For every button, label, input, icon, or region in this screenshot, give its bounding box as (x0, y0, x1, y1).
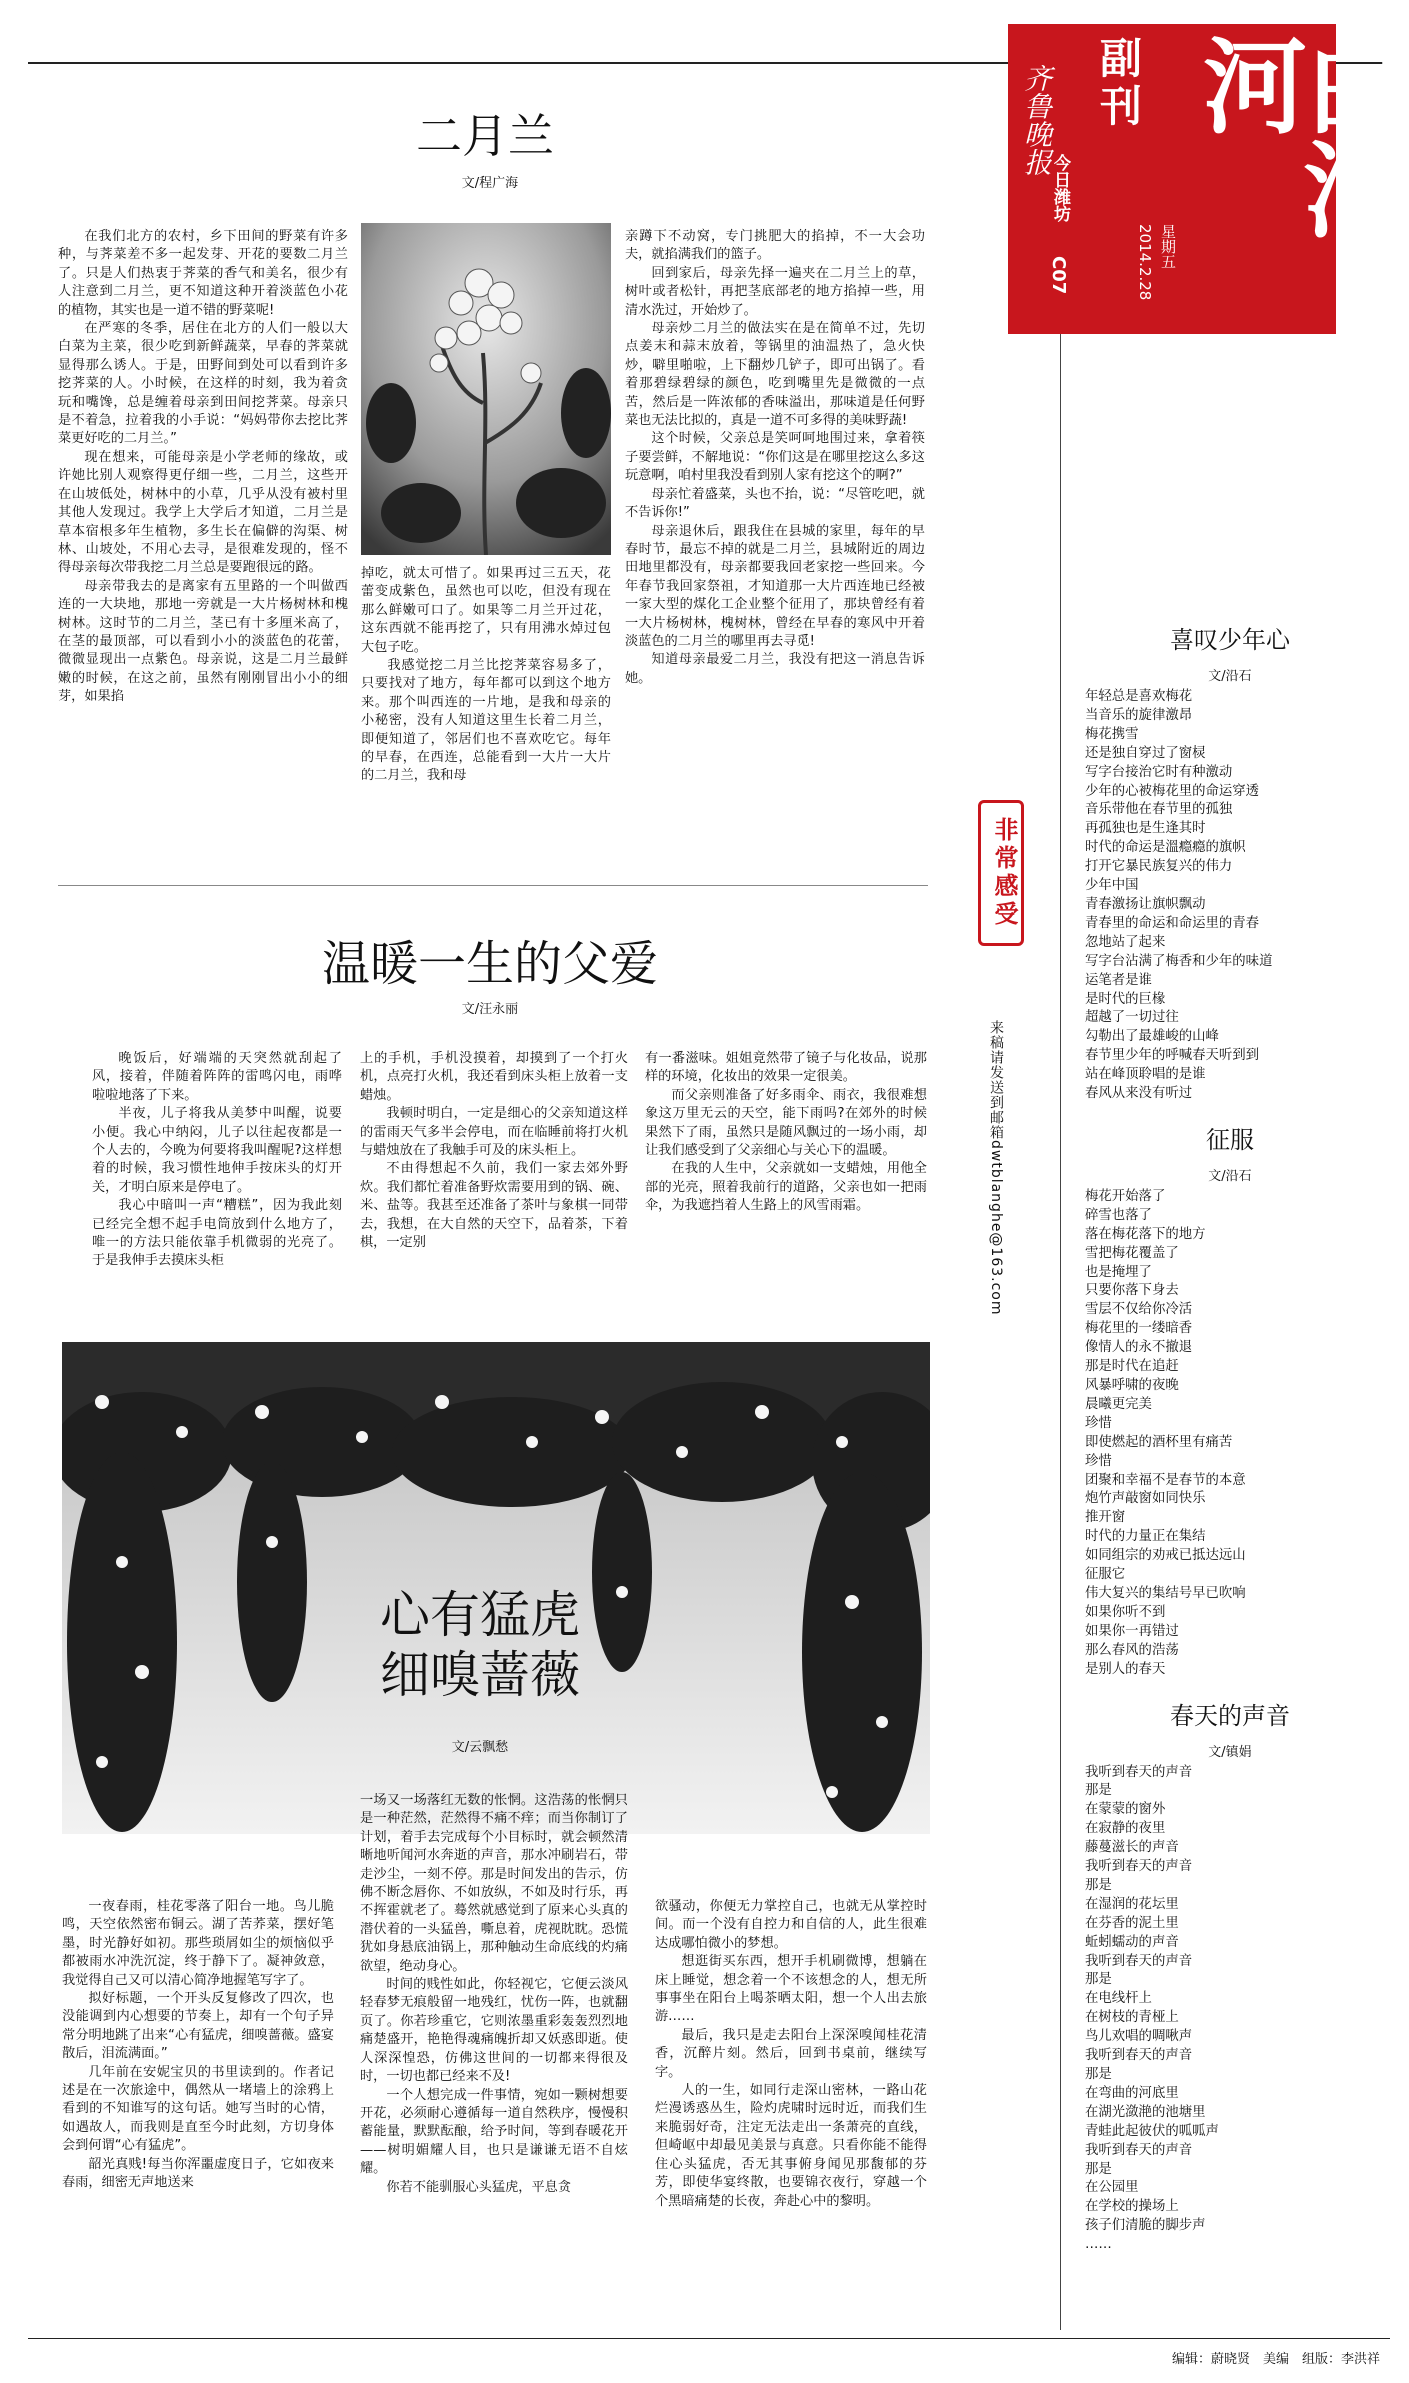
sidebar-poems (1085, 620, 1375, 2255)
paragraph: 一夜春雨，桂花零落了阳台一地。鸟儿脆鸣，天空依然密布铜云。湖了苦荞菜，摆好笔墨，时光静好如初。那些琐屑如尘的烦恼似乎都被雨水冲洗沉淀，终于静下了。凝神敛意，我觉得自己又可以清心简净地握笔写字了。 (62, 1899, 334, 1988)
paragraph: 我顿时明白，一定是细心的父亲知道这样的雷雨天气多半会停电，而在临睡前将打火机与蜡烛放在了我触手可及的床头柜上。 (360, 1106, 628, 1159)
paragraph: 母亲忙着盛菜，头也不抬，说：“尽管吃吧，就不告诉你!” (625, 486, 925, 521)
contribution-email-note: 来稿请发送到邮箱dwtblanghe@163.com (988, 1020, 1004, 1316)
poem-line: 超越了一切过往 (1085, 1010, 1179, 1026)
poem-line: 忽地站了起来 (1085, 934, 1166, 950)
editor-credits: 编辑：蔚晓贤 美编 组版：李洪祥 (1171, 2352, 1380, 2367)
poem-line: 在湖光潋滟的池塘里 (1085, 2104, 1206, 2120)
weekday: 星期五 (1159, 224, 1177, 269)
poem-line: 像情人的永不撤退 (1085, 1340, 1193, 1356)
poem-line: 我听到春天的声音 (1085, 2142, 1193, 2158)
paragraph: 在严寒的冬季，居住在北方的人们一般以大白菜为主菜，很少吃到新鲜蔬菜，早春的荠菜就显得那么诱人。于是，田野间到处可以看到许多挖荠菜的人。小时候，在这样的时刻，我为着贪玩和嘴馋，总是缠着母亲到田间挖荠菜。母亲只是不着急，拉着我的小手说：“妈妈带你去挖比荠菜更好吃的二月兰。” (58, 321, 348, 447)
paragraph: 一场又一场落红无数的怅惘。这浩荡的怅惘只是一种茫然，茫然得不痛不痒；而当你制订了计划，着手去完成每个小目标时，就会顿然清晰地听闻河水奔逝的声音，那水冲刷岩石，带走沙尘，一刻不停。那是时间发出的告示，仿佛不断念唇你、不如放纵，不如及时行乐，再不挥霍就老了。蓦然就感觉到了原来心头真的潜伏着的一头猛兽，嘶息着，虎视眈眈。恐慌犹如身悬底油锅上，那种触动生命底线的灼痛欲望，绝动身心。 (360, 1793, 628, 1974)
poem-line: 蚯蚓蠕动的声音 (1085, 1934, 1179, 1950)
poem-line: 春风从来没有听过 (1085, 1086, 1193, 1102)
poem1-body (1085, 688, 1375, 1104)
poem-line: 我听到春天的声音 (1085, 1764, 1193, 1780)
poem-line: 如同组宗的劝戒已抵达远山 (1085, 1548, 1246, 1564)
poem-line: 在公园里 (1085, 2180, 1139, 2196)
poem-line: 那是 (1085, 2067, 1112, 2082)
poem-line: 青春激扬让旗帜飘动 (1085, 896, 1206, 912)
poem-line: 雪层不仅给你冷活 (1085, 1302, 1193, 1318)
poem-line: 在蒙蒙的窗外 (1085, 1802, 1166, 1818)
paragraph: 母亲退休后，跟我住在县城的家里，每年的早春时节，最忘不掉的就是二月兰，县城附近的周边田地里都没有，母亲都要我回老家挖一些回来。今年春节我回家祭祖，才知道那一大片西连地已经被一家大型的煤化工企业整个征用了，那块曾经有着一大片杨树林，槐树林，曾经在早春的寒风中开着淡蓝色的二月兰的哪里再去寻觅! (625, 523, 925, 649)
masthead (1008, 24, 1408, 334)
poem-line: 炮竹声敲窗如同快乐 (1085, 1491, 1206, 1507)
poem-line: 征服它 (1085, 1567, 1126, 1583)
paragraph: 韶光真贱!每当你浑噩虚度日子，它如夜来春雨，细密无声地送来 (62, 2156, 334, 2191)
poem-line: 时代的力量正在集结 (1085, 1529, 1206, 1545)
poem-line: 只要你落下身去 (1085, 1283, 1179, 1299)
poem-line: 那么春风的浩荡 (1085, 1642, 1179, 1658)
poem3-title: 春天的声音 (1170, 1701, 1290, 1730)
paragraph: 我心中暗叫一声“糟糕”，因为我此刻已经完全想不起手电筒放到什么地方了，唯一的方法只能依靠手机微弱的光亮了。于是我伸手去摸床头柜 (92, 1198, 342, 1269)
poem-line: 打开它暴民族复兴的伟力 (1085, 859, 1233, 875)
poem-line: 在湿润的花坛里 (1085, 1896, 1179, 1912)
poem-line: 孩子们清脆的脚步声 (1085, 2218, 1206, 2234)
poem-line: 鸟儿欢唱的啁啾声 (1085, 2029, 1193, 2045)
poem1-author: 文/沿石 (1208, 669, 1252, 684)
article1-title: 二月兰 (416, 109, 554, 163)
poem-line: 少年中国 (1085, 878, 1139, 894)
paragraph: 回到家后，母亲先择一遍夹在二月兰上的草，树叶或者松针，再把茎底部老的地方掐掉一些，用清水洗过，开始炒了。 (625, 265, 925, 318)
article2-column-2 (360, 1050, 628, 1252)
section-divider (58, 885, 928, 886)
poem-line: 勾勒出了最雄峻的山峰 (1085, 1029, 1219, 1045)
poem-line: 也是掩埋了 (1085, 1264, 1152, 1280)
paragraph: 而父亲则准备了好多雨伞、雨衣，我很难想象这万里无云的天空，能下雨吗?在郊外的时候果然下了雨，虽然只是随风飘过的一场小雨，却让我们感受到了父亲细心与关心下的温暖。 (645, 1087, 927, 1159)
poem-line: 当音乐的旋律激昂 (1085, 707, 1193, 723)
poem-line: 那是 (1085, 2161, 1112, 2177)
section-name: 副刊 (1094, 36, 1143, 132)
paragraph: 不由得想起不久前，我们一家去郊外野炊。我们都忙着准备野炊需要用到的锅、碗、米、盐等。我甚至还准备了茶叶与象棋一同带去，我想，在大自然的天空下，品着茶，下着棋，一定别 (360, 1161, 628, 1251)
flower-photo-illustration (361, 223, 611, 555)
paragraph: 几年前在安妮宝贝的书里读到的。作者记述是在一次旅途中，偶然从一堵墙上的涂鸦上看到的不知谁写的这句话。她写当时的心情，如遇故人，而我则是直至今时此刻，方切身体会到何谓“心有猛虎”。 (62, 2064, 334, 2154)
poem-line: 在学校的操场上 (1085, 2199, 1179, 2215)
poem-line: 在寂静的夜里 (1085, 1821, 1166, 1837)
poem-line: 时代的命运是溫瘾瘾的旗帜 (1085, 840, 1246, 856)
poem-line: 我听到春天的声音 (1085, 1859, 1193, 1875)
poem-line: 如果你听不到 (1085, 1604, 1166, 1620)
poem-line: 梅花开始落了 (1085, 1188, 1166, 1204)
poem-line: 青春里的命运和命运里的青春 (1085, 915, 1260, 931)
paragraph: 上的手机，手机没摸着，却摸到了一个打火机，点亮打火机，我还看到床头柜上放着一支蜡烛。 (360, 1051, 628, 1103)
paragraph: 这个时候，父亲总是笑呵呵地围过来，拿着筷子要尝鲜，不解地说：“你们这是在哪里挖这么多这玩意啊，咱村里我没看到别人家有挖这个的啊?” (625, 431, 925, 484)
poem-line: 如果你一再错过 (1085, 1623, 1179, 1639)
paragraph: 欲骚动，你便无力掌控自己，也就无从掌控时间。而一个没有自控力和自信的人，此生很难达成哪怕微小的梦想。 (655, 1899, 927, 1951)
poem-line: 春节里少年的呼喊春天听到到 (1085, 1048, 1260, 1064)
poem-line: 写字台沾满了梅香和少年的味道 (1085, 953, 1273, 969)
paragraph: 母亲带我去的是离家有五里路的一个叫做西连的一大块地，那地一旁就是一大片杨树林和槐树林。这时节的二月兰，茎已有十多厘米高了，在茎的最顶部，可以看到小小的淡蓝色的花蕾，微微显现出一点紫色。母亲说，这是二月兰最鲜嫩的时候，在这之前，虽然有刚刚冒出小小的细芽，如果掐 (58, 578, 348, 705)
article1-column-1 (58, 228, 348, 707)
paragraph: 掉吃，就太可惜了。如果再过三五天，花蕾变成紫色，虽然也可以吃，但没有现在那么鲜嫩可口了。如果等二月兰开过花，这东西就不能再挖了，只有用沸水焯过包大包子吃。 (361, 566, 611, 655)
poem-line: 写字台接治它时有种激动 (1085, 764, 1233, 780)
article1-column-3 (625, 228, 925, 688)
paragraph: 现在想来，可能母亲是小学老师的缘故，或许她比别人观察得更仔细一些，二月兰，这些开在山坡低处，树林中的小草，几乎从没有被村里其他人发现过。我学上大学后才知道，二月兰是草本宿根多年生植物，多生长在偏僻的沟渠、树林、山坡处，不用心去寻，是很难发现的，怪不得母亲每次带我挖二月兰总是要跑很远的路。 (58, 449, 348, 576)
poem-line: 运笔者是谁 (1085, 972, 1152, 988)
poem-line: 梅花携雪 (1085, 726, 1139, 742)
paragraph: 最后，我只是走去阳台上深深嗅闻桂花清香，沉醉片刻。然后，回到书桌前，继续写字。 (655, 2027, 927, 2080)
article3-author: 文/云飘愁 (451, 1740, 509, 1755)
paragraph: 人的一生，如同行走深山密林，一路山花烂漫诱惑丛生，险灼虎啸时远时近，而我们生来脆弱好奇，注定无法走出一条萧亮的直线，但崎岖中却最见美景与真意。只看你能不能得住心头猛虎，否无其事俯身闻见那馥郁的芬芳，即使华宴终散，也要锦衣夜行，穿越一个个黑暗痛楚的长夜，奔赴心中的黎明。 (655, 2083, 927, 2209)
poem-line: 那是 (1085, 1783, 1112, 1799)
masthead-title: 白浪河 (1185, 32, 1408, 240)
poem-line: 晨曦更完美 (1085, 1396, 1152, 1412)
poem-line: 少年的心被梅花里的命运穿透 (1085, 783, 1260, 799)
paragraph: 晚饭后，好端端的天突然就刮起了风，接着，伴随着阵阵的雷鸣闪电，雨哗啦啦地落了下来。 (92, 1051, 342, 1103)
article3-title (360, 1585, 600, 1705)
article2-title: 温暖一生的父爱 (321, 936, 658, 992)
paragraph: 一个人想完成一件事情，宛如一颗树想要开花，必须耐心遵循每一道自然秩序，慢慢积蓄能量，默默酝酿，给予时间，等到春暖花开——树明媚耀人目，也只是谦谦无语不自炫耀。 (360, 2087, 628, 2177)
paragraph: 亲蹲下不动窝，专门挑肥大的掐掉，不一大会功夫，就掐满我们的篮子。 (625, 229, 925, 263)
poem-line: 碎雪也落了 (1085, 1207, 1152, 1223)
paragraph: 知道母亲最爱二月兰，我没有把这一消息告诉她。 (625, 652, 925, 686)
article1-author: 文/程广海 (461, 176, 519, 191)
poem-line: 伟大复兴的集结号早已吹响 (1085, 1585, 1246, 1601)
poem-line: 雪把梅花覆盖了 (1085, 1245, 1179, 1261)
poem-line: 我听到春天的声音 (1085, 1953, 1193, 1969)
page-number: C07 (1048, 256, 1069, 295)
poem-line: 在电线杆上 (1085, 1991, 1152, 2007)
poem-line: …… (1085, 2237, 1112, 2253)
poem1-title: 喜叹少年心 (1170, 626, 1290, 654)
sidebar-divider (1060, 180, 1061, 2330)
feature-stamp: 非常感受 (978, 800, 1024, 946)
poem-line: 藤蔓滋长的声音 (1085, 1840, 1179, 1856)
poem-line: 风暴呼啸的夜晚 (1085, 1378, 1179, 1393)
poem-line: 青蛙此起彼伏的呱呱声 (1085, 2123, 1219, 2139)
date: 2014.2.28 (1136, 224, 1154, 301)
poem-line: 梅花里的一缕暗香 (1085, 1321, 1193, 1337)
poem3-author: 文/镇娟 (1208, 1744, 1252, 1760)
poem-line: 那是 (1085, 1972, 1112, 1988)
paragraph: 想逛街买东西，想开手机刷微博，想躺在床上睡觉，想念着一个不该想念的人，想无所事事坐在阳台上喝茶晒太阳，想一个人出去旅游…… (655, 1954, 927, 2025)
poem-line: 年轻总是喜欢梅花 (1085, 689, 1193, 704)
poem2-title: 征服 (1206, 1125, 1254, 1154)
paragraph: 拟好标题，一个开头反复修改了四次，也没能调到内心想要的节奏上，却有一个句子异常分明地跳了出来“心有猛虎，细嗅蔷薇。盛宴散后，泪流满面。” (62, 1991, 334, 2062)
poem-line: 是时代的巨椽 (1085, 991, 1166, 1007)
poem-line: 团聚和幸福不是春节的本意 (1085, 1472, 1246, 1488)
poem-line: 即使燃起的酒杯里有痛苦 (1085, 1434, 1233, 1450)
edition: 今日潍坊 (1050, 154, 1070, 222)
poem-line: 那是 (1085, 1877, 1112, 1893)
poem2-body (1085, 1188, 1375, 1680)
poem-line: 站在峰顶聆唱的是谁 (1085, 1067, 1206, 1083)
poem-line: 珍惜 (1085, 1453, 1112, 1469)
article3-title-line1: 心有猛虎 (380, 1586, 580, 1644)
poem-line: 音乐带他在春节里的孤独 (1085, 802, 1233, 818)
article3-column-2 (360, 1792, 628, 2197)
paragraph: 在我们北方的农村，乡下田间的野菜有许多种，与荠菜差不多一起发芽、开花的要数二月兰了。只是人们热衷于荠菜的香气和美名，很少有人注意到二月兰，更不知道这种开着淡蓝色小花的植物，其实也是一道不错的野菜呢! (58, 229, 348, 318)
article2-author: 文/汪永丽 (461, 1002, 519, 1017)
article1-column-2 (361, 565, 611, 786)
poem-line: 是别人的春天 (1085, 1661, 1166, 1677)
article3-title-line2: 细嗅蔷薇 (380, 1646, 580, 1704)
poem-line: 在弯曲的河底里 (1085, 2085, 1179, 2101)
paragraph: 我感觉挖二月兰比挖荠菜容易多了，只要找对了地方，每年都可以到这个地方来。那个叫西连的一片地，是我和母亲的小秘密，没有人知道这里生长着二月兰，即便知道了，邻居们也不喜欢吃它。每年的早春，在西连，总能看到一大片一大片的二月兰，我和母 (361, 658, 611, 784)
poem-line: 在树枝的青桠上 (1085, 2010, 1179, 2026)
article1-photo (361, 223, 611, 555)
article2-column-3 (645, 1050, 927, 1216)
paragraph: 有一番滋味。姐姐竟然带了镜子与化妆品，说那样的环境，化妆出的效果一定很美。 (645, 1051, 927, 1085)
article2-column-1 (92, 1050, 342, 1271)
poem-line: 珍惜 (1085, 1415, 1112, 1431)
bottom-rule (28, 2338, 1390, 2339)
poem3-body (1085, 1764, 1375, 2256)
article3-column-1 (62, 1898, 334, 2193)
paragraph: 时间的贱性如此，你轻视它，它便云淡风轻春梦无痕般留一地残红，忧伤一阵，也就翻页了。你若珍重它，它则浓墨重彩轰轰烈烈地痛楚盛开，艳艳得魂痛魄折却又妖惑即逝。使人深深惶恐，仿佛这世间的一切都来得很及时，一切也都已经来不及! (360, 1977, 628, 2085)
poem-line: 我听到春天的声音 (1085, 2048, 1193, 2064)
poem-line: 在芬香的泥土里 (1085, 1915, 1179, 1931)
paper-brand-logo: 齐鲁晚报 (1020, 64, 1053, 176)
poem-line: 那是时代在追赶 (1085, 1359, 1179, 1375)
poem-line: 落在梅花落下的地方 (1085, 1226, 1206, 1242)
paragraph: 在我的人生中，父亲就如一支蜡烛，用他全部的光亮，照着我前行的道路，父亲也如一把雨伞，为我遮挡着人生路上的风雪雨霜。 (645, 1161, 927, 1214)
paragraph: 你若不能驯服心头猛虎，平息贪 (386, 2179, 572, 2195)
article3-column-3 (655, 1898, 927, 2211)
poem-line: 推开窗 (1085, 1510, 1126, 1526)
poem-line: 还是独自穿过了窗棂 (1085, 745, 1206, 761)
paragraph: 母亲炒二月兰的做法实在是在简单不过，先切点姜末和蒜末放着，等锅里的油温热了，急火快炒，噼里啪啦，上下翻炒几铲子，即可出锅了。看着那碧绿碧绿的颜色，吃到嘴里先是微微的一点苦，然后是一阵浓郁的香味溢出，那味道是任何野菜也无法比拟的，真是一道不可多得的美味野蔬! (625, 321, 925, 429)
poem2-author: 文/沿石 (1208, 1168, 1252, 1184)
poem-line: 再孤独也是生逢其时 (1085, 821, 1206, 837)
paragraph: 半夜，儿子将我从美梦中叫醒，说要小便。我心中纳闷，儿子以往起夜都是一个人去的，今晚为何要将我叫醒呢?这样想着的时候，我习惯性地伸手按床头的灯开关，才明白原来是停电了。 (92, 1106, 342, 1195)
